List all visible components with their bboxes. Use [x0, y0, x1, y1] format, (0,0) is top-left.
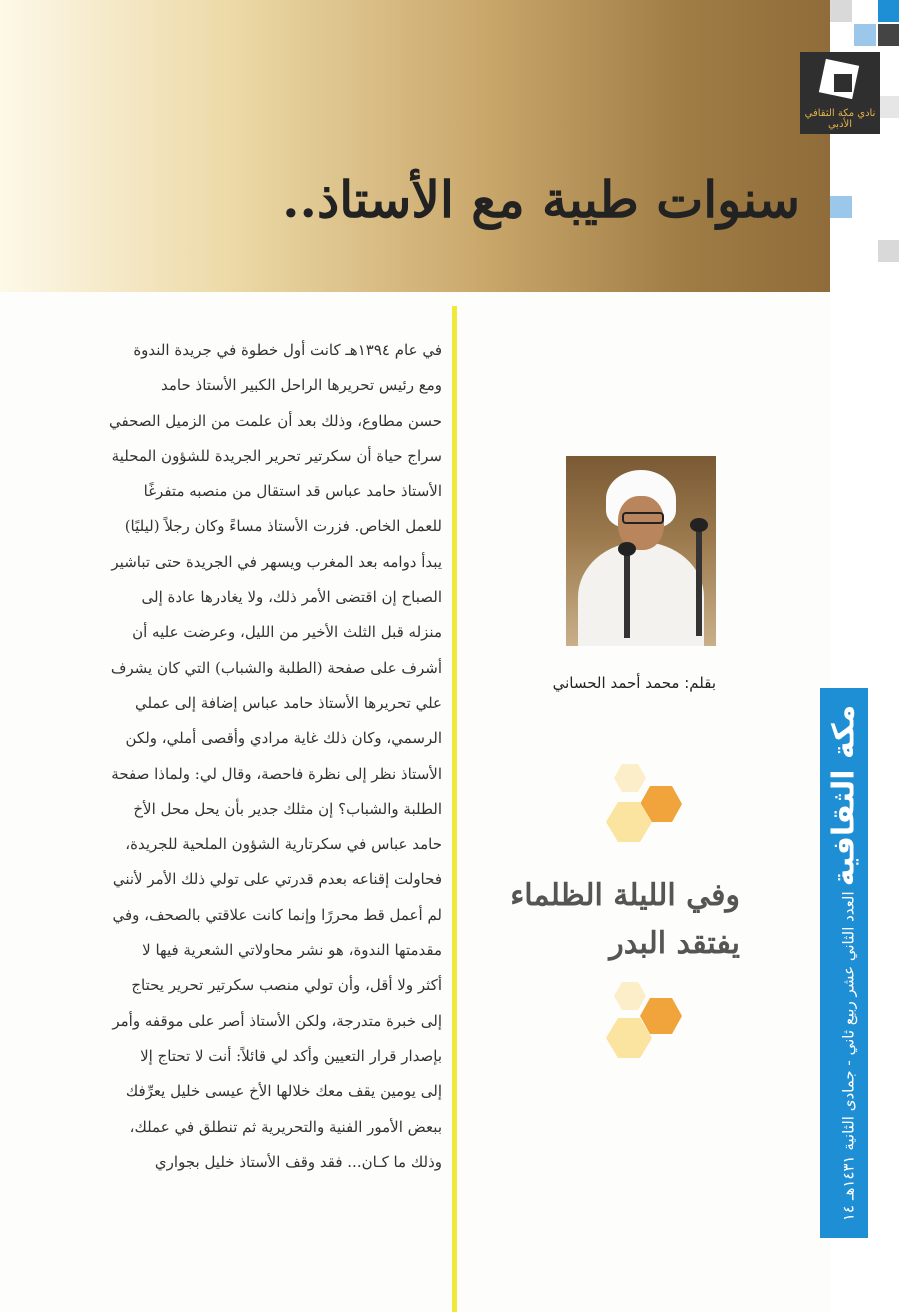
- article-line: حامد عباس في سكرتارية الشؤون الملحية للجريدة،: [125, 835, 442, 854]
- article-line: ومع رئيس تحريرها الراحل الكبير الأستاذ حامد: [161, 376, 442, 395]
- article-line: منزله قبل الثلث الأخير من الليل، وعرضت عليه أن: [132, 623, 442, 642]
- article-title: سنوات طيبة مع الأستاذ..: [282, 170, 800, 229]
- author-byline: بقلم: محمد أحمد الحساني: [552, 674, 716, 692]
- logo-emblem-inner: [834, 74, 852, 92]
- deco-square: [878, 0, 899, 22]
- article-body: [14, 333, 442, 1180]
- column-divider: [452, 306, 457, 1312]
- article-line: فحاولت إقناعه بعدم قدرتي على تولي ذلك الأمر لأنني: [112, 870, 442, 889]
- article-line: الصباح إن اقتضى الأمر ذلك، ولا يغادرها عادة إلى: [141, 588, 442, 607]
- article-line: يبدأ دوامه بعد المغرب ويسهر في الجريدة حتى تباشير: [111, 552, 442, 571]
- article-line: وذلك ما كـان... فقد وقف الأستاذ خليل بجواري: [154, 1152, 442, 1171]
- issue-info: العدد الثاني عشر ربيع ثاني - جمادى الثانية ١٤٣١هـ: [839, 891, 858, 1200]
- article-line: لم أعمل قط محررًا وإنما كانت علاقتي بالصحف، وفي: [112, 905, 442, 924]
- photo-shape: [622, 512, 664, 524]
- article-line: الأستاذ حامد عباس قد استقال من منصبه متفرغًا: [143, 482, 442, 501]
- photo-shape: [618, 542, 636, 556]
- deco-square: [830, 0, 852, 22]
- article-line: أشرف على صفحة (الطلبة والشباب) التي كان يشرف: [110, 658, 442, 677]
- club-logo: [800, 52, 880, 134]
- article-line: في عام ١٣٩٤هـ كانت أول خطوة في جريدة الندوة: [133, 341, 442, 359]
- article-line: الأستاذ نظر إلى نظرة فاحصة، وقال لي: ولماذا صفحة: [111, 764, 442, 783]
- magazine-band-text: [827, 688, 862, 1238]
- article-line: بإصدار قرار التعيين وأكد لي قائلاً: أنت لا تحتاج إلا: [140, 1046, 442, 1065]
- pull-quote-line: يفتقد البدر: [609, 926, 740, 961]
- magazine-name: مكة الثقافية: [826, 704, 862, 887]
- hexagon-decor-icon: [600, 762, 690, 846]
- article-line: الطلبة والشباب؟ إن مثلك جدير بأن يحل محل الأخ: [133, 799, 442, 818]
- header-banner: [0, 0, 830, 292]
- article-line: للعمل الخاص. فزرت الأستاذ مساءً وكان رجلاً (ليليًا): [124, 517, 442, 536]
- article-line: حسن مطاوع، وذلك بعد أن علمت من الزميل الصحفي: [109, 411, 442, 430]
- article-line: إلى خبرة متدرجة، ولكن الأستاذ أصر على موقفه وأمر: [112, 1011, 442, 1030]
- deco-square: [878, 240, 899, 262]
- article-line: أكثر ولا أقل، وأن تولي منصب سكرتير تحرير يحتاج: [131, 976, 442, 995]
- deco-square: [878, 24, 899, 46]
- deco-square: [878, 96, 899, 118]
- deco-square: [830, 196, 852, 218]
- deco-square: [854, 24, 876, 46]
- article-line: الرسمي، وكان ذلك غاية مرادي وأقصى أملي، ولكن: [125, 729, 442, 748]
- article-line: سراج حياة أن سكرتير تحرير الجريدة للشؤون المحلية: [111, 446, 442, 465]
- page-number: ١٤: [839, 1205, 858, 1222]
- pull-quote-line: وفي الليلة الظلماء: [510, 878, 740, 913]
- pull-quote: [500, 872, 740, 968]
- article-line: إلى يومين يقف معك خلالها الأخ عيسى خليل يعرِّفك: [125, 1082, 442, 1101]
- article-line: ببعض الأمور الفنية والتحريرية ثم تنطلق في عملك،: [129, 1117, 442, 1136]
- logo-text: نادي مكة الثقافي الأدبي: [804, 108, 876, 130]
- article-line: مقدمتها الندوة، هو نشر محاولاتي الشعرية فيها لا: [142, 941, 442, 960]
- hexagon-decor-icon: [600, 980, 690, 1064]
- photo-shape: [624, 548, 630, 638]
- photo-shape: [690, 518, 708, 532]
- author-photo: [566, 456, 716, 646]
- photo-shape: [696, 526, 702, 636]
- article-line: علي تحريرها الأستاذ حامد عباس إضافة إلى عملي: [134, 693, 442, 712]
- photo-shape: [578, 542, 704, 646]
